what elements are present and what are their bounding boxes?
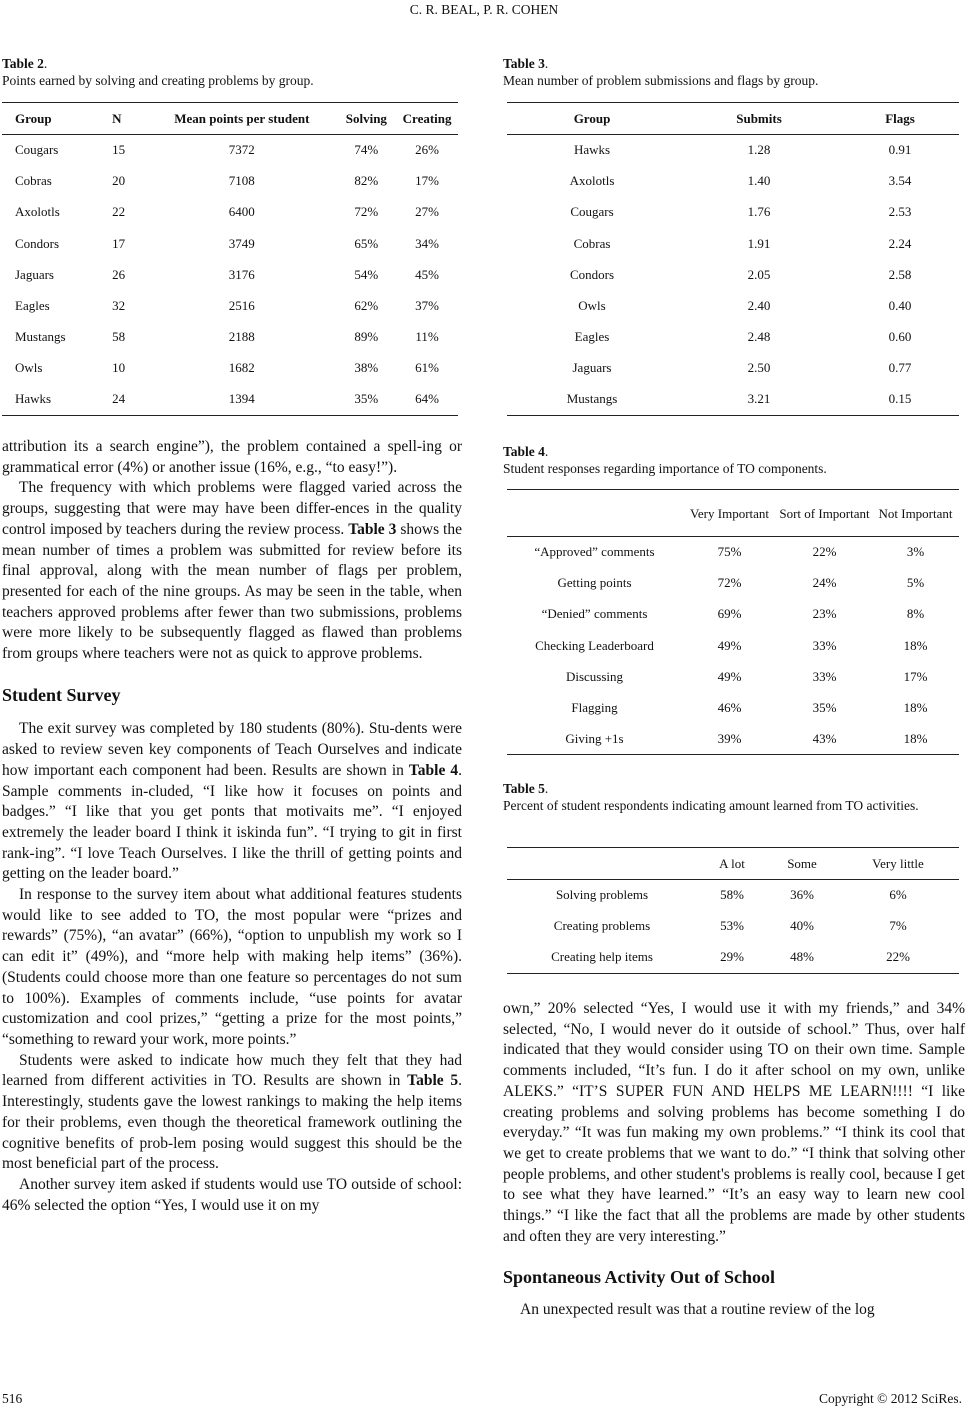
table3-row [507, 290, 959, 321]
table3-col-group: Group [573, 110, 611, 126]
table3-cell: Cobras [573, 235, 611, 251]
table5-cell: 36% [790, 887, 814, 903]
table4-cell: 49% [717, 637, 742, 653]
table2 [2, 102, 458, 416]
table4-col-not-important: Not Important [878, 505, 953, 521]
table4-cell: Flagging [571, 700, 618, 716]
table3-cell: 2.24 [888, 235, 912, 251]
paragraph-outside-school: Another survey item asked if students would use TO outside of school: 46% selected the option “Yes, I would use it on my [2, 1175, 462, 1214]
table5-col-blank [507, 848, 697, 880]
table4 [507, 489, 959, 755]
table2-col-n: N [112, 110, 122, 126]
table2-cell: 17 [112, 235, 126, 251]
table2-row [2, 135, 458, 166]
table3-row [507, 197, 959, 228]
table2-cell: 45% [415, 266, 440, 282]
table2-cell: 34% [415, 235, 440, 251]
table2-cell: Owls [15, 360, 43, 376]
table4-caption: Table 4. Student responses regarding importance of TO components. [503, 443, 963, 477]
paragraph-text: . Interestingly, students gave the lowest rankings to making the help items for their problems, even though the theoretical framework outlining the cognitive benefits of prob-lem posing would suggest this should be the most beneficial part of the process. [2, 1072, 462, 1173]
table4-cell: 24% [812, 575, 837, 591]
table5-col-very-little: Very little [872, 855, 924, 871]
table4-cell: 33% [812, 668, 837, 684]
table5-reference: Table 5 [407, 1072, 459, 1090]
table4-cell: 39% [717, 730, 742, 746]
table3-row [507, 322, 959, 353]
table2-cell: 15 [112, 142, 126, 158]
table4-col-very-important: Very Important [689, 505, 770, 521]
table4-cell: 75% [717, 544, 742, 560]
table4-caption-text: Student responses regarding importance of TO components. [503, 461, 827, 476]
table3-cell: 1.40 [747, 173, 771, 189]
table3-row [507, 228, 959, 259]
table3-cell: 2.58 [888, 266, 912, 282]
table4-cell: Checking Leaderboard [535, 637, 654, 653]
table3 [507, 102, 959, 416]
table2-cell: 26% [415, 142, 440, 158]
table2-cell: 10 [112, 360, 126, 376]
table3-cell: 0.91 [888, 142, 912, 158]
table2-row [2, 322, 458, 353]
table2-cell: 82% [354, 173, 379, 189]
table5-cell: 22% [886, 949, 910, 965]
table4-row [507, 692, 959, 723]
table3-cell: 2.53 [888, 204, 912, 220]
table2-cell: Axolotls [15, 204, 60, 220]
table5-cell: 29% [720, 949, 744, 965]
table3-cell: 0.40 [888, 298, 912, 314]
table2-cell: 2516 [228, 298, 255, 314]
table4-col-sort-of-important: Sort of Important [779, 505, 870, 521]
table5-label: Table 5 [503, 781, 545, 796]
table4-cell: 72% [717, 575, 742, 591]
table3-reference: Table 3 [348, 520, 397, 538]
table5-row [507, 942, 959, 973]
table4-cell: Getting points [557, 575, 632, 591]
table5-cell: Creating problems [553, 918, 651, 934]
table2-caption: Table 2. Points earned by solving and creating problems by group. [2, 55, 462, 89]
table2-cell: 26 [112, 266, 126, 282]
right-column-text [503, 999, 965, 1321]
table2-label: Table 2 [2, 56, 44, 71]
table4-cell: 69% [717, 606, 742, 622]
table2-cell: Cobras [15, 173, 52, 189]
table4-cell: “Denied” comments [541, 606, 648, 622]
table4-reference: Table 4 [408, 761, 459, 779]
table3-cell: 0.60 [888, 329, 912, 345]
table3-cell: 2.05 [747, 266, 771, 282]
paragraph-text: The exit survey was completed by 180 students (80%). Stu-dents were asked to review seven key components of Teach Ourselves and indicate how important each component had been. Results are shown in [2, 720, 462, 779]
table5-cell: 53% [720, 918, 744, 934]
table2-row [2, 384, 458, 415]
section-heading-student-survey: Student Survey [2, 684, 121, 705]
table3-cell: Jaguars [572, 360, 612, 376]
table2-cell: 11% [415, 329, 439, 345]
table3-cell: 0.15 [888, 391, 912, 407]
table2-cell: 20 [112, 173, 126, 189]
running-header: C. R. BEAL, P. R. COHEN [409, 2, 559, 17]
table4-label: Table 4 [503, 444, 545, 459]
table2-cell: 37% [415, 298, 440, 314]
paragraph-text: shows the mean number of times a problem was submitted for review before its final approval, along with the mean number of flags per problem, presented for each of the nine groups. As may be seen in the table, when teachers approved problems after fewer than two submissions, problems were more likely to be subsequently flagged as flawed than problems from groups where teachers were not as quick to approve problems. [2, 520, 462, 663]
paragraph-continued-right: own,” 20% selected “Yes, I would use it with my friends,” and 34% selected, “No, I would never do it outside of school.” Thus, over half indicated that they would consider using TO on their own time. Sample comments included, “It’s fun. I do it after school on my own, unlike ALEKS.” “IT’S SUPER FUN AND HELPS ME LEARN!!!! “I like creating problems and solving problems has become something I do everyday.” “It was fun making my own problems.” “I think its cool that we get to create problems that we want to do.” “I think that solving other people problems, and other student's problems is really cool, because I get to see what they have learned.” “It’s an easy way to learn new cool things.” “I like the fact that all the problems are made by other students and often they are very interesting.” [503, 1000, 965, 1245]
table3-cell: Owls [578, 298, 606, 314]
table3-cell: 2.40 [747, 298, 771, 314]
table3-cell: Mustangs [566, 391, 618, 407]
table4-cell: 22% [812, 544, 837, 560]
table5-cell: 40% [790, 918, 814, 934]
table4-row [507, 537, 959, 568]
table3-col-flags: Flags [885, 110, 915, 126]
page-number: 516 [2, 1391, 23, 1406]
table2-cell: 58 [112, 329, 126, 345]
table3-cell: 3.21 [747, 391, 771, 407]
table5-row [507, 911, 959, 942]
table3-cell: 2.48 [747, 329, 771, 345]
table2-col-mean: Mean points per student [174, 110, 310, 126]
table4-cell: 35% [812, 700, 837, 716]
table3-cell: Eagles [574, 329, 610, 345]
table4-row [507, 724, 959, 755]
table2-cell: 89% [354, 329, 379, 345]
table2-cell: 72% [354, 204, 379, 220]
table2-cell: 24 [112, 391, 126, 407]
table3-cell: Cougars [570, 204, 614, 220]
table5-caption-text: Percent of student respondents indicating amount learned from TO activities. [503, 798, 919, 813]
left-column-text [2, 437, 462, 1216]
paragraph-learning [2, 1051, 462, 1175]
table4-body [507, 537, 959, 755]
paragraph-additional-features: In response to the survey item about what additional features students would like to see added to TO, the most popular were “prizes and rewards” (75%), “an avatar” (66%), “option to unpublish my work so I can edit it” (49%), and “more help with making help items” (36%). (Students could choose more than one feature so percentages do not sum to 100%). Examples of comments include, “use points for avatar customization and cool prizes,” “getting a prize for the most points,” “something to reward your work, more points.” [2, 886, 462, 1048]
table2-cell: 62% [354, 298, 379, 314]
section-heading-spontaneous-activity: Spontaneous Activity Out of School [503, 1267, 776, 1288]
table2-cell: 61% [415, 360, 440, 376]
table4-cell: 49% [717, 668, 742, 684]
table5-cell: Solving problems [555, 887, 649, 903]
table2-cell: Jaguars [15, 266, 54, 282]
table3-cell: 1.91 [747, 235, 771, 251]
table5-cell: 7% [889, 918, 907, 934]
table3-cell: Condors [569, 266, 615, 282]
table2-cell: 3176 [228, 266, 255, 282]
table2-cell: Mustangs [15, 329, 66, 345]
table3-cell: 1.28 [747, 142, 771, 158]
table4-cell: 17% [903, 668, 928, 684]
table2-cell: 22 [112, 204, 126, 220]
table5-col-some: Some [787, 855, 817, 871]
table3-cell: 0.77 [888, 360, 912, 376]
table2-cell: 17% [415, 173, 440, 189]
table2-cell: Condors [15, 235, 60, 251]
table2-cell: 64% [415, 391, 440, 407]
table4-cell: 3% [906, 544, 925, 560]
table2-cell: 2188 [228, 329, 255, 345]
paragraph-exit-survey [2, 719, 462, 885]
table2-cell: Hawks [15, 391, 52, 407]
table2-cell: 7372 [228, 142, 255, 158]
table2-row [2, 353, 458, 384]
table4-cell: Giving +1s [565, 730, 624, 746]
table5-caption: Table 5. Percent of student respondents indicating amount learned from TO activities. [503, 780, 965, 814]
table2-col-group: Group [15, 110, 52, 126]
table5-col-a-lot: A lot [719, 855, 745, 871]
table3-row [507, 166, 959, 197]
paragraph-text: The frequency with which problems were flagged varied across the groups, suggesting that were may have been differ-ences in the quality control imposed by teachers during the review process. [2, 479, 462, 538]
table3-col-submits: Submits [736, 110, 782, 126]
table3-body [507, 135, 959, 416]
table4-cell: 18% [903, 637, 928, 653]
table2-cell: 27% [415, 204, 440, 220]
table2-cell: 1394 [228, 391, 255, 407]
table2-cell: 74% [354, 142, 379, 158]
table3-row [507, 259, 959, 290]
table3-cell: 1.76 [747, 204, 771, 220]
table3-cell: 3.54 [888, 173, 912, 189]
table2-col-creating: Creating [402, 110, 452, 126]
table3-row [507, 384, 959, 415]
table4-cell: 46% [717, 700, 742, 716]
table5-body [507, 880, 959, 974]
table2-cell: 54% [354, 266, 379, 282]
table4-row [507, 599, 959, 630]
table3-caption: Table 3. Mean number of problem submissions and flags by group. [503, 55, 963, 89]
table5-cell: 58% [720, 887, 744, 903]
table3-row [507, 135, 959, 166]
table2-row [2, 166, 458, 197]
table3-cell: Hawks [573, 142, 611, 158]
table4-row [507, 568, 959, 599]
table4-cell: 18% [903, 700, 928, 716]
paragraph-flag-frequency [2, 478, 462, 664]
table5-cell: 6% [889, 887, 907, 903]
table2-row [2, 197, 458, 228]
table4-cell: 5% [906, 575, 925, 591]
table4-cell: 23% [812, 606, 837, 622]
paragraph-text: . Sample comments in-cluded, “I like how it focuses on points and badges.” “I like that you get ponts that motivaits me”. “I enjoyed extremely the leader board I think it iskinda fun”. “I trying to git in first rank-ing”. “I love Teach Ourselves. I like the thrill of getting points and getting on the leader board.” [2, 761, 462, 883]
table2-row [2, 290, 458, 321]
table2-cell: 32 [112, 298, 126, 314]
table3-cell: 2.50 [747, 360, 771, 376]
paragraph-text: Students were asked to indicate how much they felt that they had learned from different activities in TO. Results are shown in [2, 1051, 462, 1090]
copyright: Copyright © 2012 SciRes. [818, 1391, 962, 1406]
table2-cell: 6400 [228, 204, 255, 220]
table3-cell: Axolotls [569, 173, 615, 189]
table2-cell: Eagles [15, 298, 50, 314]
table2-col-solving: Solving [345, 110, 387, 126]
table2-cell: 1682 [228, 360, 255, 376]
table5-cell: 48% [790, 949, 814, 965]
table4-cell: 43% [812, 730, 837, 746]
table4-col-blank [507, 490, 682, 537]
table2-row [2, 259, 458, 290]
table3-caption-text: Mean number of problem submissions and flags by group. [503, 73, 819, 88]
table2-body [2, 135, 458, 416]
table5-row [507, 880, 959, 911]
table2-cell: 65% [354, 235, 379, 251]
table2-row [2, 228, 458, 259]
table3-row [507, 353, 959, 384]
table4-cell: Discussing [565, 668, 624, 684]
table5 [507, 847, 959, 974]
paragraph-continued: attribution its a search engine”), the problem contained a spell-ing or grammatical error (4%) or another issue (16%, e.g., “to easy!”). [2, 438, 462, 476]
table4-cell: “Approved” comments [534, 544, 655, 560]
table2-cell: 38% [354, 360, 379, 376]
table4-cell: 18% [903, 730, 928, 746]
table4-cell: 8% [906, 606, 925, 622]
paragraph-unexpected-result: An unexpected result was that a routine review of the log [520, 1301, 875, 1319]
table5-cell: Creating help items [551, 949, 653, 965]
table2-cell: 35% [354, 391, 379, 407]
table3-label: Table 3 [503, 56, 545, 71]
table2-caption-text: Points earned by solving and creating problems by group. [2, 73, 314, 88]
table4-cell: 33% [812, 637, 837, 653]
table4-row [507, 630, 959, 661]
table4-row [507, 661, 959, 692]
table2-cell: 7108 [228, 173, 255, 189]
table2-cell: 3749 [228, 235, 255, 251]
table2-cell: Cougars [15, 142, 59, 158]
